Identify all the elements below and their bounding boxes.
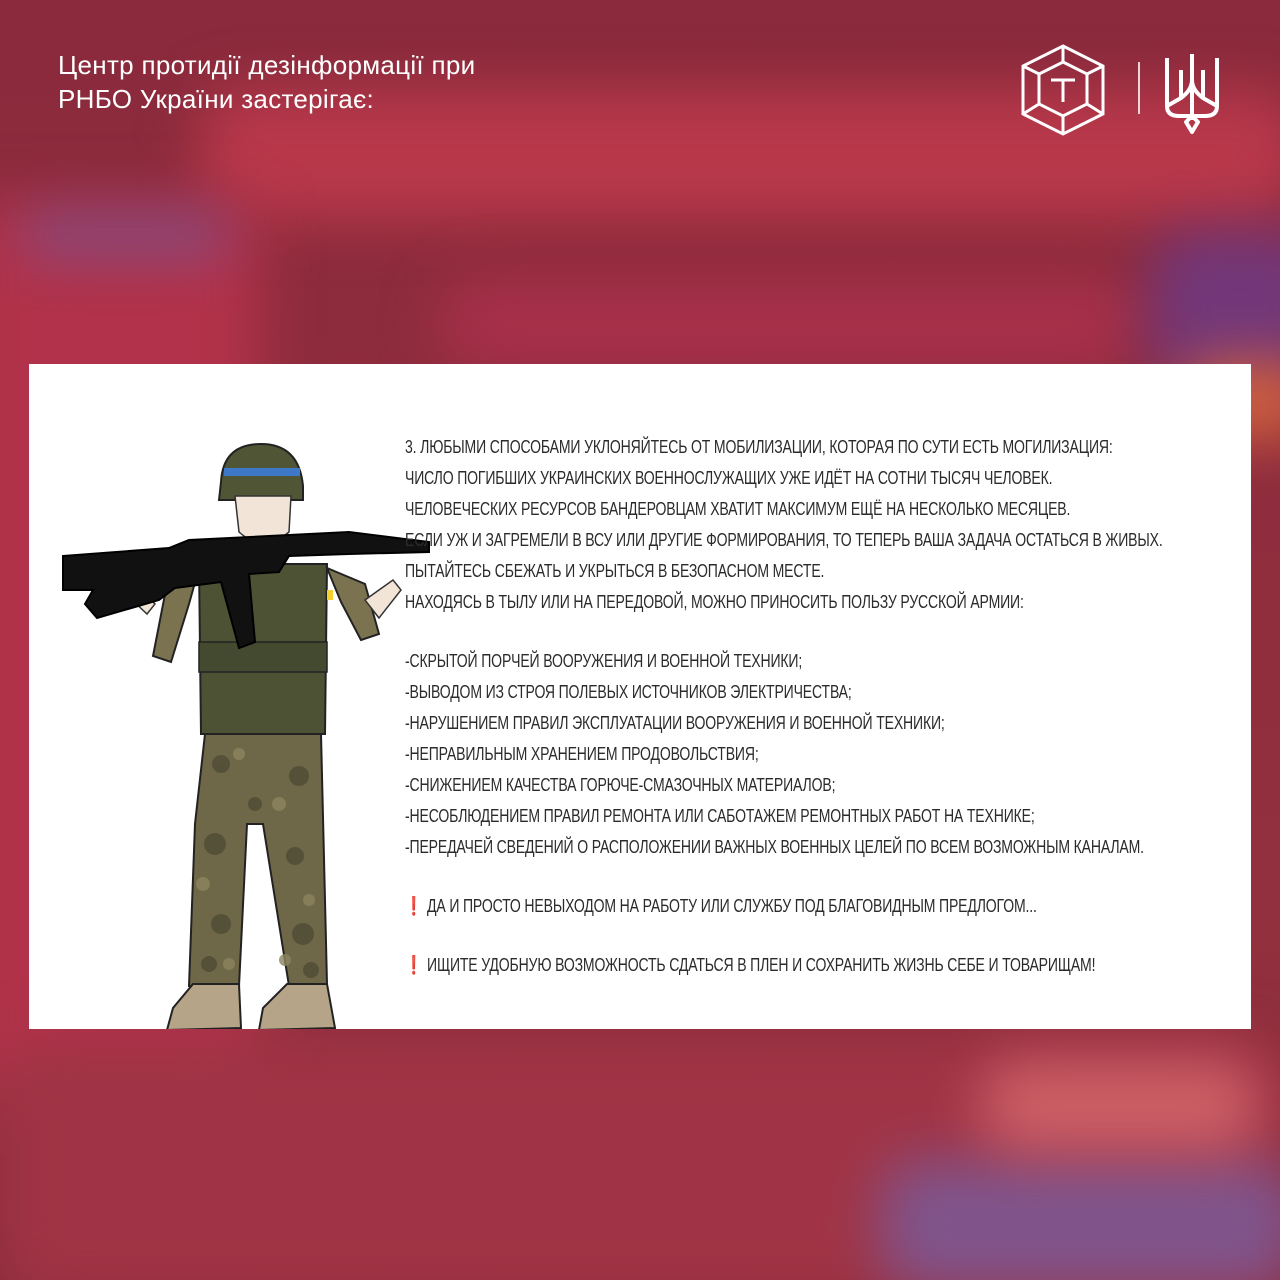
text-line: ЧЕЛОВЕЧЕСКИХ РЕСУРСОВ БАНДЕРОВЦАМ ХВАТИТ МАКСИМУМ ЕЩЁ НА НЕСКОЛЬКО МЕСЯЦЕВ. [405, 499, 1071, 519]
text-line: ЧИСЛО ПОГИБШИХ УКРАИНСКИХ ВОЕННОСЛУЖАЩИХ УЖЕ ИДЁТ НА СОТНИ ТЫСЯЧ ЧЕЛОВЕК. [405, 468, 1053, 488]
list-item: -ВЫВОДОМ ИЗ СТРОЯ ПОЛЕВЫХ ИСТОЧНИКОВ ЭЛЕКТРИЧЕСТВА; [405, 682, 852, 702]
blurred-shape [880, 1160, 1280, 1280]
list-item: -ПЕРЕДАЧЕЙ СВЕДЕНИЙ О РАСПОЛОЖЕНИИ ВАЖНЫХ ВОЕННЫХ ЦЕЛЕЙ ПО ВСЕМ ВОЗМОЖНЫМ КАНАЛАМ. [405, 837, 1144, 857]
warning-text-2: ИЩИТЕ УДОБНУЮ ВОЗМОЖНОСТЬ СДАТЬСЯ В ПЛЕН И СОХРАНИТЬ ЖИЗНЬ СЕБЕ И ТОВАРИЩАМ! [427, 955, 1096, 975]
text-line: ПЫТАЙТЕСЬ СБЕЖАТЬ И УКРЫТЬСЯ В БЕЗОПАСНОМ МЕСТЕ. [405, 561, 825, 581]
spacer [405, 922, 1250, 950]
spacer [405, 618, 1250, 646]
trident-icon [1161, 50, 1223, 136]
logo-group [1015, 42, 1225, 142]
list-item: -НЕСОБЛЮДЕНИЕМ ПРАВИЛ РЕМОНТА ИЛИ САБОТАЖЕМ РЕМОНТНЫХ РАБОТ НА ТЕХНИКЕ; [405, 806, 1035, 826]
warning-line-1 [405, 891, 1064, 922]
exclamation-icon: ❗ [405, 955, 423, 975]
blurred-shape [440, 280, 1140, 370]
header-line-1: Центр протидії дезінформації при [58, 50, 476, 80]
cube-logo-icon [1015, 42, 1111, 138]
blurred-shape [20, 215, 230, 255]
text-line: НАХОДЯСЬ В ТЫЛУ ИЛИ НА ПЕРЕДОВОЙ, МОЖНО ПРИНОСИТЬ ПОЛЬЗУ РУССКОЙ АРМИИ: [405, 592, 1024, 612]
list-item: -СКРЫТОЙ ПОРЧЕЙ ВООРУЖЕНИЯ И ВОЕННОЙ ТЕХНИКИ; [405, 651, 803, 671]
text-line: 3. ЛЮБЫМИ СПОСОБАМИ УКЛОНЯЙТЕСЬ ОТ МОБИЛИЗАЦИИ, КОТОРАЯ ПО СУТИ ЕСТЬ МОГИЛИЗАЦИЯ: [405, 437, 1113, 457]
logo-divider [1138, 62, 1140, 114]
spacer [405, 863, 1250, 891]
header-title [58, 48, 475, 116]
list-item: -СНИЖЕНИЕМ КАЧЕСТВА ГОРЮЧЕ-СМАЗОЧНЫХ МАТЕРИАЛОВ; [405, 775, 836, 795]
content-card [29, 364, 1251, 1029]
text-line: ЕСЛИ УЖ И ЗАГРЕМЕЛИ В ВСУ ИЛИ ДРУГИЕ ФОРМИРОВАНИЯ, ТО ТЕПЕРЬ ВАША ЗАДАЧА ОСТАТЬСЯ В ЖИВЫХ. [405, 530, 1163, 550]
list-item: -НАРУШЕНИЕМ ПРАВИЛ ЭКСПЛУАТАЦИИ ВООРУЖЕНИЯ И ВОЕННОЙ ТЕХНИКИ; [405, 713, 945, 733]
list-item: -НЕПРАВИЛЬНЫМ ХРАНЕНИЕМ ПРОДОВОЛЬСТВИЯ; [405, 744, 759, 764]
propaganda-text [405, 432, 1250, 981]
warning-line-2 [405, 950, 1096, 981]
exclamation-icon: ❗ [405, 896, 423, 916]
warning-text-1: ДА И ПРОСТО НЕВЫХОДОМ НА РАБОТУ ИЛИ СЛУЖБУ ПОД БЛАГОВИДНЫМ ПРЕДЛОГОМ... [427, 896, 1037, 916]
blurred-shape [980, 1060, 1260, 1150]
header-line-2: РНБО України застерігає: [58, 84, 375, 114]
